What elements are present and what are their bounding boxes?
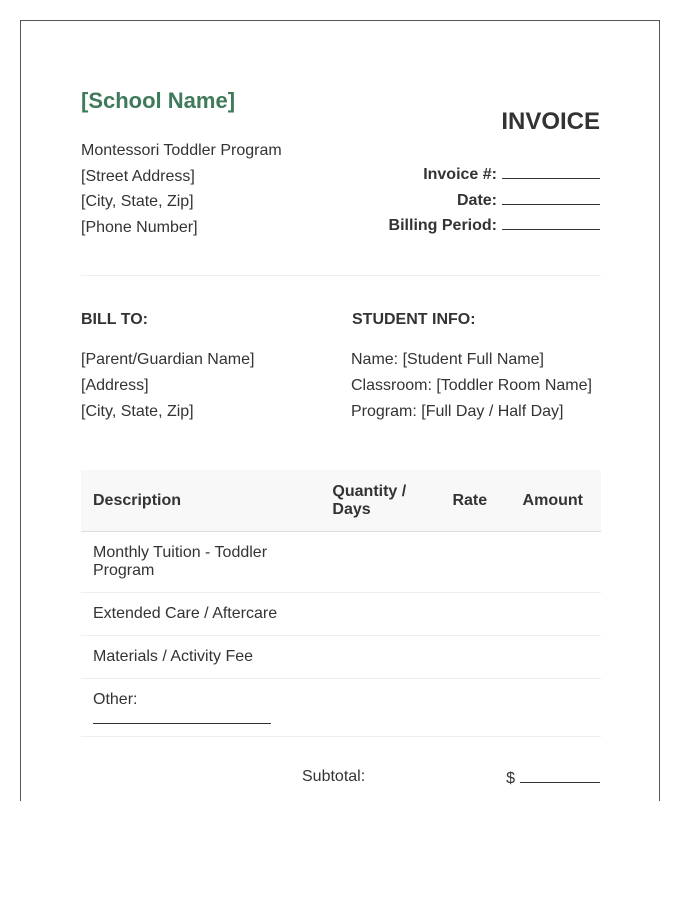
invoice-sheet [20,20,660,801]
subtotal-label: Subtotal: [302,768,366,785]
student-name: Name: [Student Full Name] [351,351,544,368]
school-phone-number: [Phone Number] [81,219,198,237]
student-program: Program: [Full Day / Half Day] [351,403,564,420]
row-rate [440,532,510,593]
table-row [81,532,601,593]
student-info-heading: STUDENT INFO: [352,311,476,328]
subtotal-value [506,768,600,788]
invoice-date-blank [502,192,600,205]
invoice-date-row [389,188,600,214]
row-description-other [81,679,320,737]
invoice-number-row [389,162,600,188]
school-address-block [81,138,282,241]
billing-period-row [389,213,600,239]
bill-to-block [81,347,254,425]
invoice-meta [389,162,600,239]
student-classroom: Classroom: [Toddler Room Name] [351,377,592,394]
row-rate [440,593,510,636]
row-amount [511,679,601,737]
bill-to-guardian-name: [Parent/Guardian Name] [81,351,255,368]
school-city-state-zip: [City, State, Zip] [81,193,194,211]
table-row [81,679,601,737]
row-quantity [320,636,440,679]
school-program: Montessori Toddler Program [81,142,282,159]
row-quantity [320,593,440,636]
billing-period-label: Billing Period: [388,217,497,235]
header-rate: Rate [440,470,510,532]
billing-period-blank [502,217,600,230]
row-rate [440,636,510,679]
subtotal-currency: $ [506,770,515,787]
school-street-address: [Street Address] [81,167,195,185]
line-items-table-wrap [81,470,601,737]
row-other-blank [93,709,271,724]
row-quantity [320,532,440,593]
row-amount [511,636,601,679]
row-description: Monthly Tuition - Toddler Program [81,532,320,593]
invoice-title: INVOICE [501,108,600,135]
school-name: [School Name] [81,88,236,113]
table-row [81,636,601,679]
header-divider [81,275,601,276]
line-items-table [81,470,601,737]
bill-to-city-state-zip: [City, State, Zip] [81,403,194,420]
header-amount: Amount [511,470,601,532]
student-info-block [351,347,592,425]
invoice-date-label: Date: [456,191,497,209]
row-description: Extended Care / Aftercare [81,593,320,636]
row-amount [511,532,601,593]
bill-to-heading: BILL TO: [81,311,148,328]
subtotal-blank [520,768,600,783]
table-row [81,593,601,636]
header-quantity: Quantity / Days [320,470,440,532]
bill-to-address: [Address] [81,377,149,394]
invoice-number-label: Invoice #: [423,166,497,183]
row-amount [511,593,601,636]
row-description: Materials / Activity Fee [81,636,320,679]
row-other-label: Other: [93,691,138,708]
table-header-row [81,470,601,532]
header-description: Description [81,470,320,532]
invoice-number-blank [502,166,600,179]
row-rate [440,679,510,737]
row-quantity [320,679,440,737]
